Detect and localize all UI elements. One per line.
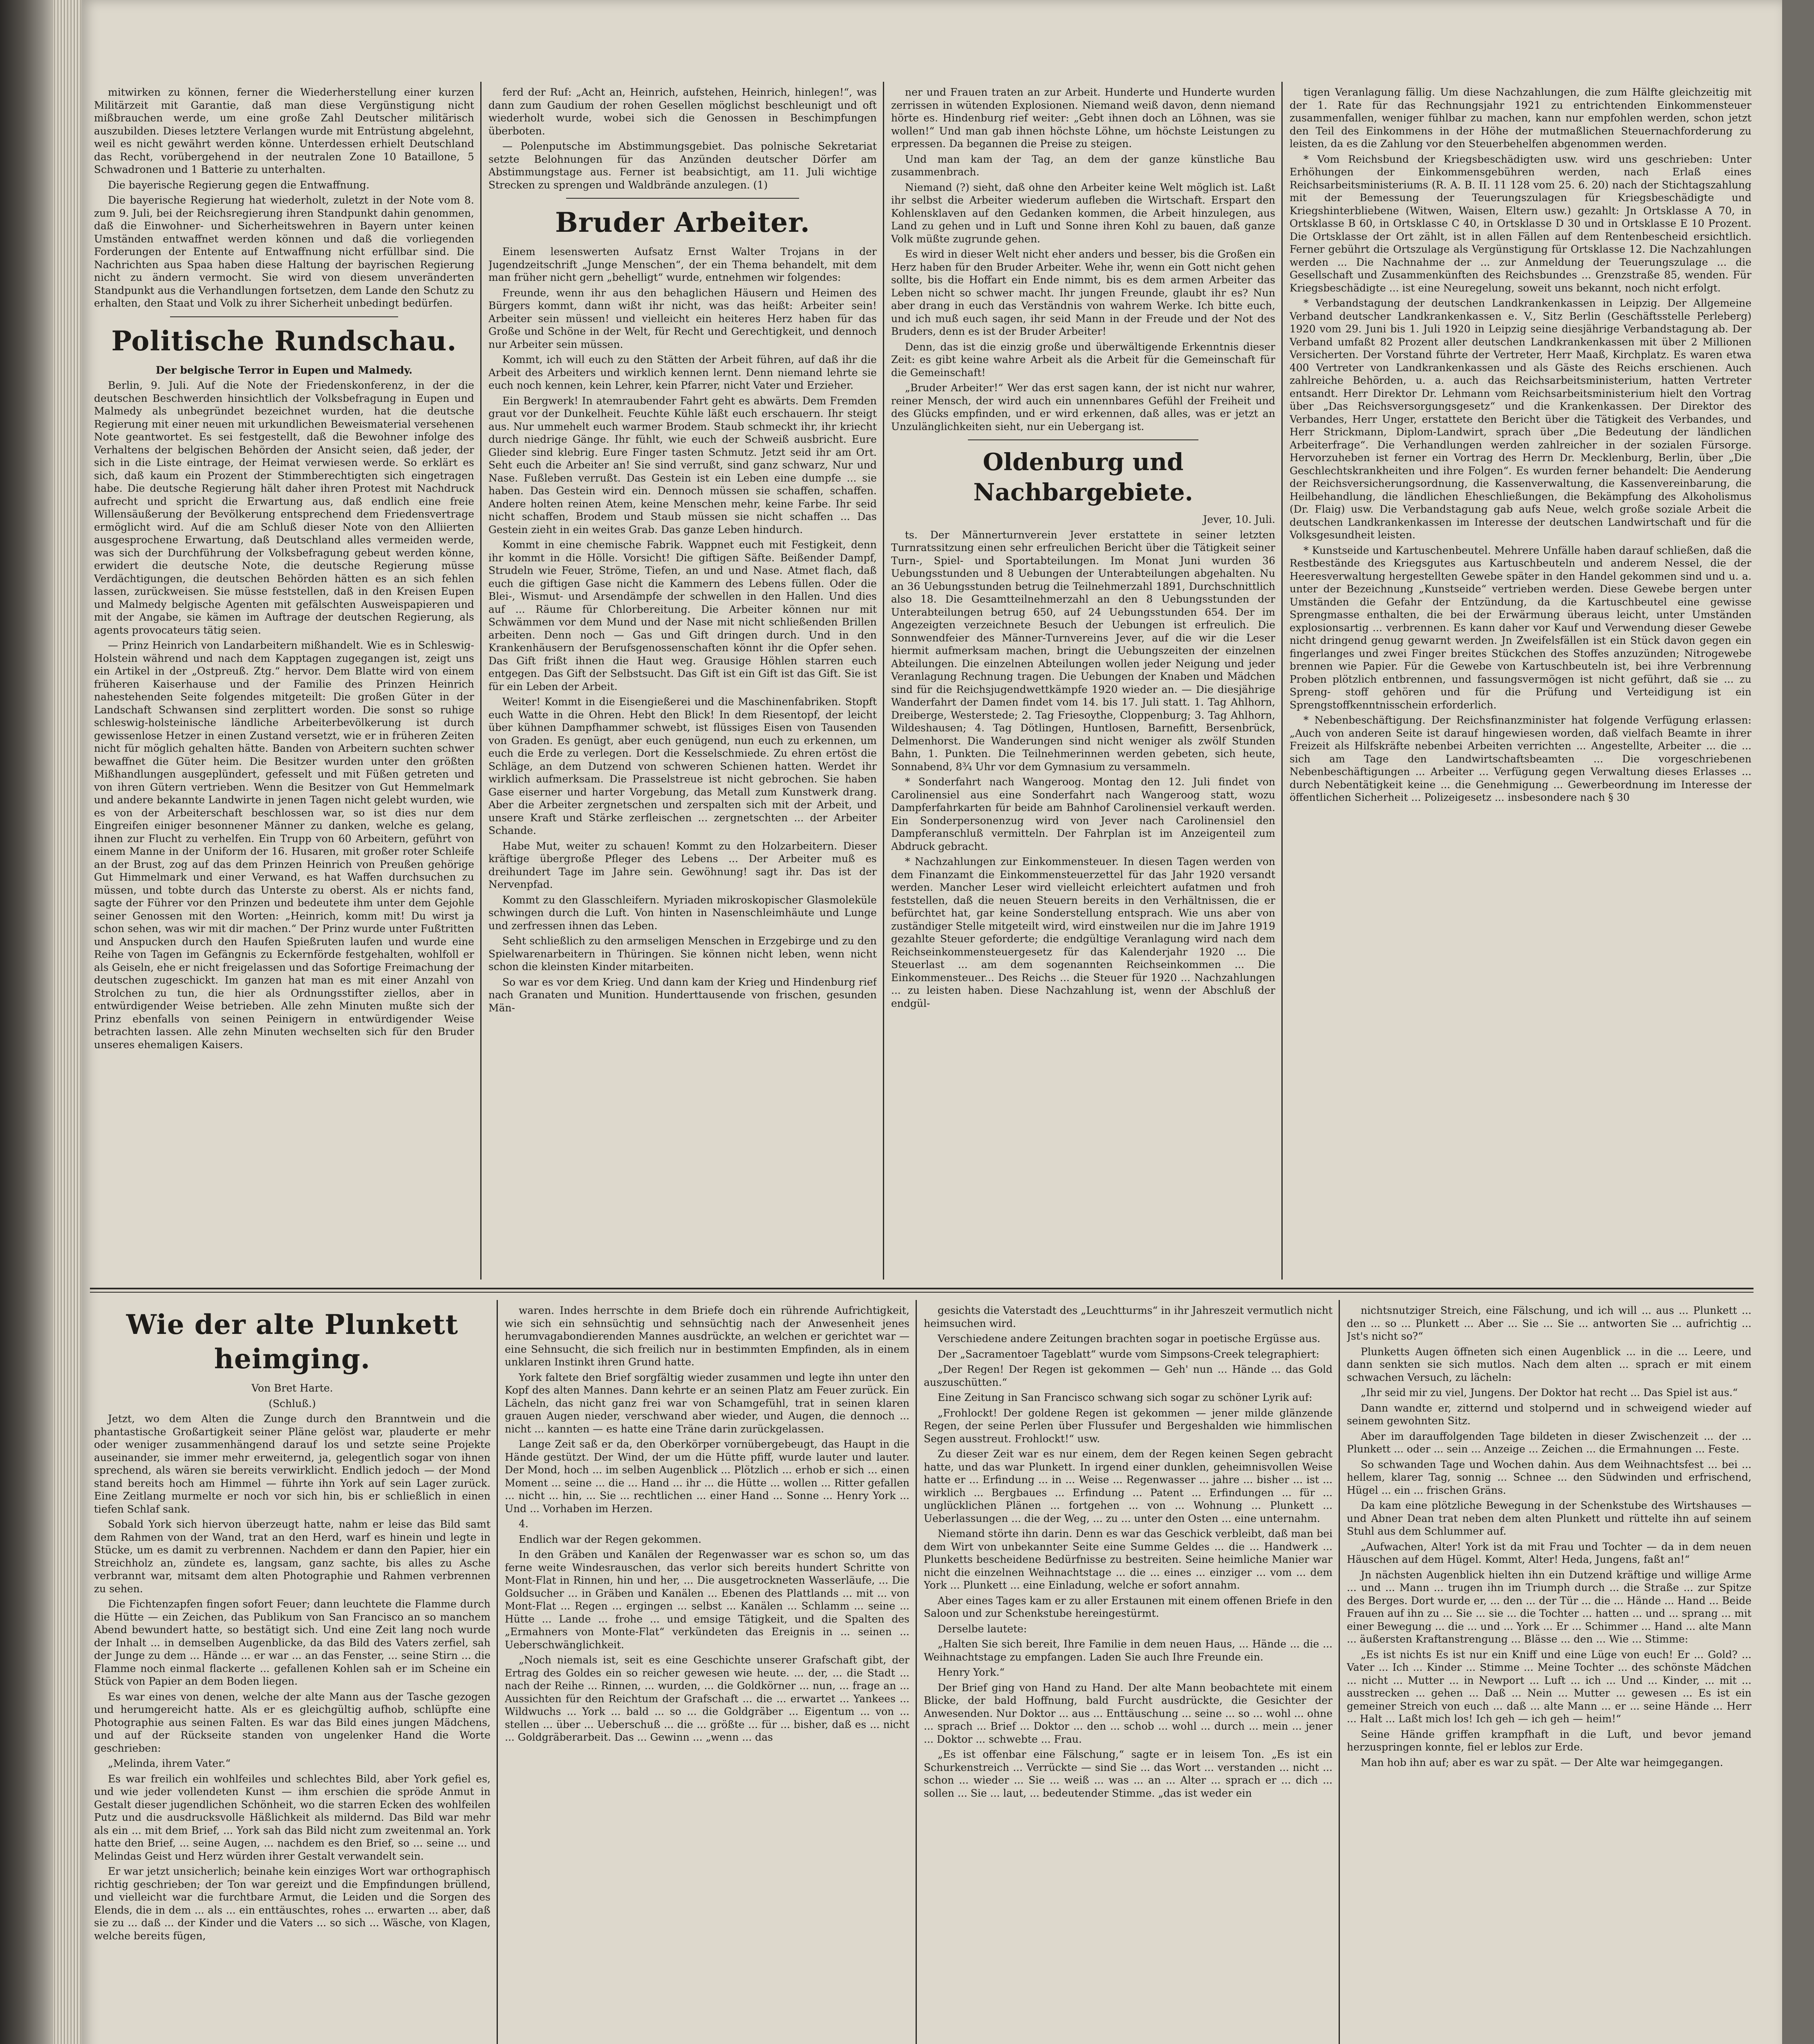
article-paragraph: Kommt in eine chemische Fabrik. Wappnet euch mit Festigkeit, denn ihr kommt in die Hölle. Vorsicht! Die giftigen Säfte. Beißender Dampf, Strudeln wie Feuer, Ströme, Tiefen, an und und Nase. Atmet flach, daß euch die giftigen Gase nicht die Kammern des Lebens füllen. Oder die Blei-, Wismut- und Arsendämpfe der schwellen in den Hallen. Und dies auf ... Räume für Chlorbereitung. Die Arbeiter können nur mit Schwämmen vor dem Mund und der Nase mit nicht schließenden Brillen arbeiten. Denn noch — Gas und Gift dringen durch. Und in den Krankenhäusern der Berufsgenossenschaften könnt ihr die Opfer sehen. Das Gift frißt ihnen die Haut weg. Grausige Höhlen starren euch entgegen. Das Gift der Selbstsucht. Das Gift ist ein Gift ist das Gift. Sie ist für ein Leben der Arbeit. (488, 539, 877, 693)
upper-column-1 (94, 86, 474, 1280)
article-paragraph: * Nachzahlungen zur Einkommensteuer. In diesen Tagen werden von dem Finanzamt die Einkommensteuerzettel für das Jahr 1920 versandt werden. Mancher Leser wird vielleicht erleichtert aufatmen und froh feststellen, daß die neuen Steuern bereits in den Verhältnissen, die er befürchtet hat, gar keine Sonderstellung entsprach. Wie uns aber von zuständiger Stelle mitgeteilt wird, wird einstweilen nur die im Jahre 1919 gezahlte Steuer geforderte; die endgültige Veranlagung wird nach dem Reichseinkommensteuergesetz für das Kalenderjahr 1920 ... Die Steuerlast ... am dem sogenannten Reichseinkommen ... Die Einkommensteuer... Des Reichs ... die Steuer für 1920 ... Nachzahlungen ... zu leisten haben. Diese Nachzahlung ist, wenn der Abschluß der endgül- (891, 856, 1275, 1009)
article-paragraph: Dann wandte er, zitternd und stolpernd und in schweigend wieder auf seinem gewohnten Sitz. (1347, 1402, 1751, 1427)
article-paragraph: Denn, das ist die einzig große und überwältigende Erkenntnis dieser Zeit: es gibt keine wahre Arbeit als die Arbeit für die Gemeinschaft für die Gemeinschaft! (891, 341, 1275, 379)
article-paragraph: — Prinz Heinrich von Landarbeitern mißhandelt. Wie es in Schleswig-Holstein während und nach dem Kapptagen zugegangen ist, zeigt uns ein Artikel in der „Ostpreuß. Ztg.“ hervor. Dem Blatte wird von einem früheren Kaiserhause und der Familie des Prinzen Heinrich nahestehenden Seite folgendes mitgeteilt: Die großen Güter in der Landschaft Schwansen sind zerplittert worden. Die sonst so ruhige schleswig-holsteinische ländliche Arbeiterbevölkerung ist durch gewissenlose Hetzer in einen Zustand versetzt, wie er in früheren Zeiten nicht für möglich gehalten hätte. Banden von Arbeitern suchten schwer bewaffnet die Güter heim. Die Besitzer wurden unter den größten Mißhandlungen ausgeplündert, gefesselt und mit Füßen getreten und von ihren Gütern vertrieben. Wenn die Besitzer von Gut Hemmelmark und andere bekannte Landwirte in jenen Tagen nicht gelebt wurden, wie es von der Arbeiterschaft beschlossen war, so ist dies nur dem Eingreifen einiger besonnener Männer zu danken, welche es gelang, ihnen zur Flucht zu verhelfen. Ein Trupp von 60 Arbeitern, geführt von einem Manne in der Uniform der 16. Husaren, mit großer roter Schleife an der Brust, zog auf das dem Prinzen Heinrich von Preußen gehörige Gut Himmelmark und einer Verwand, es hat Waffen durchsuchen zu müssen, und tobte durch das Unterste zu oberst. Als er nichts fand, sagte der Führer vor den Prinzen und bedeutete ihm unter dem Gejohle seiner Genossen mit den Worten: „Heinrich, komm mit! Du wirst ja schon sehen, was wir mit dir machen.“ Der Prinz wurde unter Fußtritten und Anspucken durch den Haufen Spießruten laufen und wurde eine Reihe von Tagen im Gefängnis zu Eckernförde festgehalten, wohlfoll er als Geiseln, ehe er nicht freigelassen und das Sofortige Freimachung der deutschen zugeschickt. Im ganzen hat man es mit einer Anzahl von Strolchen zu tun, die hier als Ordnungsstifter ziellos, aber in entwürdigender Weise betrieben. Alle zehn Minuten mußte sich der Prinz ebenfalls von seinen Peinigern in entwürdigender Weise betrachten lassen. Alle zehn Minuten wechselten sich für den Bruder unseres ehemaligen Kaisers. (94, 639, 474, 1051)
section-divider (566, 198, 799, 199)
column-rule (497, 1300, 498, 2044)
article-paragraph: ner und Frauen traten an zur Arbeit. Hunderte und Hunderte wurden zerrissen in wütenden Explosionen. Niemand weiß davon, denn niemand hörte es. Hindenburg rief weiter: „Gebt ihnen doch an Löhnen, was sie wollen!“ Und man gab ihnen höchste Löhne, um höchste Leistungen zu erpressen. Da begannen die Preise zu steigen. (891, 86, 1275, 150)
newspaper-page (82, 0, 1782, 2044)
heading-politische-rundschau: Politische Rundschau. (111, 325, 457, 357)
article-paragraph: Verschiedene andere Zeitungen brachten sogar in poetische Ergüsse aus. (938, 1333, 1321, 1345)
scan-background (1782, 0, 1814, 2044)
article-paragraph: „Frohlockt! Der goldene Regen ist gekommen — jener milde glänzende Regen, der seine Perlen über Flussufer und Bergeshalden wie himmlischen Segen ausstreut. Frohlockt!“ usw. (924, 1407, 1333, 1445)
article-paragraph: „Halten Sie sich bereit, Ihre Familie in dem neuen Haus, ... Hände ... die ... Weihnachtstage zu empfangen. Laden Sie auch Ihre Freunde ein. (924, 1638, 1333, 1663)
article-paragraph: Zu dieser Zeit war es nur einem, dem der Regen keinen Segen gebracht hatte, und das war Plunkett. In irgend einer dunklen, geheimnisvollen Weise hatte er ... Erfindung ... in ... Weise ... Regenwasser ... jahre ... bisher ... ist ... wirklich ... Bergbaues ... Erfindung ... Patent ... Erfindungen ... für ... unglücklichen Plänen ... fortgehen ... von ... Wohnung ... Plunkett ... Ueberlassungen ... die der Weg, ... zu ... unter den Osten ... eine unternahm. (924, 1448, 1333, 1524)
article-paragraph: mitwirken zu können, ferner die Wiederherstellung einer kurzen Militärzeit mit Garantie, daß man diese Vergünstigung nicht mißbrauchen werde, um eine große Zahl Deutscher militärisch auszubilden. Dieses letztere Verlangen wurde mit Entrüstung abgelehnt, weil es nicht gewährt werden könne. Unterdessen erhielt Deutschland das Recht, vorübergehend in der neutralen Zone 10 Bataillone, 5 Schwadronen und 1 Batterie zu unterhalten. (94, 86, 474, 175)
article-paragraph: „Es ist nichts Es ist nur ein Kniff und eine Lüge von euch! Er ... Gold? ... Vater ... Ich ... Kinder ... Stimme ... Meine Tochter ... des schönste Mädchen ... nicht ... Mutter ... in Newport ... Luft ... ich ... Und ... Kinder, ... mit ... ausstrecken ... gehen ... Daß ... Nein ... Mutter ... gewesen ... Es ist ein gemeiner Streich von euch ... daß ... alte Mann ... er ... seine Hände ... Herr ... Halt ... Laßt mich los! Ich geh — ich geh — heim!“ (1347, 1648, 1751, 1725)
article-paragraph: Da kam eine plötzliche Bewegung in der Schenkstube des Wirtshauses — und Abner Dean trat neben dem alten Plunkett und rüttelte ihn auf seinem Stuhl aus dem Schlummer auf. (1347, 1499, 1751, 1537)
article-paragraph: * Vom Reichsbund der Kriegsbeschädigten usw. wird uns geschrieben: Unter Erhöhungen der Einkommensgebühren werden, nach Erlaß eines Reichsarbeitsministeriums (R. A. B. II. 11 128 vom 25. 6. 20) nach der Stichtagszahlung mit der Bemessung der Teuerungszulagen für Kriegsbeschädigte und Kriegshinterbliebene (Witwen, Waisen, Eltern usw.) gezahlt: Jn Ortsklasse A 70, in Ortsklasse B 60, in Ortsklasse C 40, in Ortsklasse D 30 und in Ortsklasse E 10 Prozent. Die Ortsklasse der Ort zählt, ist in allen Fällen auf dem Rentenbescheid ersichtlich. Ferner gebührt die Ortszulage als Vergünstigung für Ortsklasse 12. Die Nachzahlungen werden ... Die Nachnahme der ... zur Anmeldung der Teuerungszulage ... die Gesellschaft und Zusammenkünften des Reichsbundes ... Grenzstraße 85, wenden. Für Kriegsbeschädigte ... ist eine Neuregelung, soweit uns bekannt, noch nicht erfolgt. (1290, 153, 1751, 294)
article-paragraph: Der „Sacramentoer Tageblatt“ wurde vom Simpsons-Creek telegraphiert: (938, 1348, 1319, 1360)
article-paragraph: „Es ist offenbar eine Fälschung,“ sagte er in leisem Ton. „Es ist ein Schurkenstreich ... Verrückte — sind Sie ... das Wort ... verstanden ... nicht ... schon ... wieder ... Sie ... weiß ... was ... an ... Alter ... sprach er ... dich ... sollen ... Sie ... laut, ... bedeutender Stimme. „das ist weder ein (924, 1748, 1333, 1799)
article-paragraph: * Sonderfahrt nach Wangeroog. Montag den 12. Juli findet von Carolinensiel aus eine Sonderfahrt nach Wangeroog statt, wozu Dampferfahrkarten für beide am Bahnhof Carolinensiel verkauft werden. Ein Sonderpersonenzug wird von Jever nach Carolinensiel den Dampferanschluß vermitteln. Der Fahrplan ist im Anzeigenteil zum Abdruck gebracht. (891, 776, 1275, 852)
feuilleton-rule (90, 1288, 1754, 1289)
article-paragraph: So schwanden Tage und Wochen dahin. Aus dem Weihnachtsfest ... bei ... hellem, klarer Tag, sonnig ... Schnee ... den Südwinden und erfrischend, Hügel ... ein ... frischen Gräns. (1347, 1458, 1751, 1496)
article-paragraph: „Aufwachen, Alter! York ist da mit Frau und Tochter — da in dem neuen Häuschen auf dem Hügel. Kommt, Alter! Heda, Jungens, faßt an!“ (1347, 1540, 1751, 1565)
article-paragraph: Habe Mut, weiter zu schauen! Kommt zu den Holzarbeitern. Dieser kräftige übergroße Pfleger des Lebens ... Der Arbeiter muß es dreihundert Tage im Jahre sein. Gewöhnung! sagt ihr. Das ist der Nervenpfad. (488, 840, 877, 890)
page-edges (53, 0, 82, 2044)
article-paragraph: waren. Indes herrschte in dem Briefe doch ein rührende Aufrichtigkeit, wie sich ein sehnsüchtig und sehnsüchtig nach der Anwesenheit jenes herumvagabondierenden Mannes ausdrückte, an welchen er gerichtet war — eine Sehnsucht, die sich freilich nur in bestimmten Empfinden, als in einem unklaren Instinkt ihren Grund hatte. (505, 1304, 909, 1368)
article-paragraph: „Noch niemals ist, seit es eine Geschichte unserer Grafschaft gibt, der Ertrag des Goldes ein so reicher gewesen wie heute. ... der, ... die Stadt ... nach der Reihe ... Rinnen, ... wurden, ... die Goldkörner ... nun, ... frage an ... Aussichten für den Reichtum der Grafschaft ... die ... erwartet ... Yankees ... Wildwuchs ... York ... bald ... so ... die Goldgräber ... Eigentum ... von ... stellen ... über ... Ueberschuß ... die ... größte ... für ... bisher, daß es ... nicht ... Goldgräberarbeit. Das ... Gewinn ... „wenn ... das (505, 1654, 909, 1743)
article-paragraph: Endlich war der Regen gekommen. (519, 1533, 702, 1545)
article-paragraph: Man hob ihn auf; aber es war zu spät. — Der Alte war heimgegangen. (1361, 1756, 1723, 1768)
article-paragraph: nichtsnutziger Streich, eine Fälschung, und ich will ... aus ... Plunkett ... den ... so ... Plunkett ... Aber ... Sie ... Sie ... antworten Sie ... aufrichtig ... Jst's nicht so?“ (1347, 1304, 1751, 1342)
heading-oldenburg: Oldenburg und Nachbargebiete. (973, 448, 1193, 506)
upper-column-3 (891, 86, 1275, 1280)
article-paragraph: „Der Regen! Der Regen ist gekommen — Geh' nun ... Hände ... das Gold auszuschütten.“ (924, 1363, 1333, 1388)
article-paragraph: „Bruder Arbeiter!“ Wer das erst sagen kann, der ist nicht nur wahrer, reiner Mensch, der wird auch ein unnennbares Gefühl der Freiheit und des Glücks empfinden, und er wird erkennen, daß alles, was er jetzt an Unzulänglichkeiten sieht, nur ein Uebergang ist. (891, 382, 1275, 433)
column-rule (480, 82, 481, 1280)
article-paragraph: ferd der Ruf: „Acht an, Heinrich, aufstehen, Heinrich, hinlegen!“, was dann zum Gaudium der rohen Gesellen möglichst beschleunigt und oft wiederholt wurde, wobei sich die Genossen in Beschimpfungen überboten. (488, 86, 877, 137)
article-paragraph: Die bayerische Regierung hat wiederholt, zuletzt in der Note vom 8. zum 9. Juli, bei der Reichsregierung ihren Standpunkt dahin genommen, daß die Einwohner- und Sicherheitswehren in Bayern unter keinen Umständen entwaffnet werden können und daß die vorliegenden Forderungen der Entente auf Entwaffnung nicht erfüllbar sind. Die Nachrichten aus Spaa haben diese Haltung der bayrischen Regierung nicht zu ändern vermocht. Sie wird von diesem unveränderten Standpunkt aus die Verhandlungen fortsetzen, dem Lande den Schutz zu erhalten, den Staat und Volk zu ihrer Sicherheit unbedingt bedürfen. (94, 194, 474, 309)
article-paragraph: Seine Hände griffen krampfhaft in die Luft, und bevor jemand herzuspringen konnte, fiel er leblos zur Erde. (1347, 1728, 1751, 1753)
byline-bret-harte: Von Bret Harte. (251, 1382, 333, 1394)
article-paragraph: Niemand störte ihn darin. Denn es war das Geschick verbleibt, daß man bei dem Wirt von unbekannter Seite eine Summe Geldes ... die ... Handwerk ... Plunketts bescheidene Bedürfnisse zu bestreiten. Seine heimliche Manier war nicht die einzelnen Weihnachtstage ... die ... eines ... einziger ... vom ... dem York ... Plunkett ... eine Einladung, welche er sofort annahm. (924, 1528, 1333, 1591)
dateline-jever: Jever, 10. Juli. (1203, 513, 1275, 525)
upper-column-2 (488, 86, 877, 1280)
article-paragraph: Aber im darauffolgenden Tage bildeten in dieser Zwischenzeit ... der ... Plunkett ... oder ... sein ... Anzeige ... Zeichen ... die Ermahnungen ... Feste. (1347, 1430, 1751, 1455)
article-paragraph: Es war eines von denen, welche der alte Mann aus der Tasche gezogen und herumgereicht hatte. Als er es gleichgültig aufhob, schlüpfte eine Photographie aus seinen Falten. Es war das Bild eines jungen Mädchens, und auf der Rückseite standen von ungelenker Hand die Worte geschrieben: (94, 1690, 490, 1754)
column-rule (916, 1300, 917, 2044)
column-rule (1281, 82, 1283, 1280)
article-paragraph: Es wird in dieser Welt nicht eher anders und besser, bis die Großen ein Herz haben für den Bruder Arbeiter. Wehe ihr, wenn ein Gott nicht gehen sollte, bis die Hoffart ein Ende nimmt, bis es dem armen Arbeiter das Leben nicht so schwer macht. Ihr jungen Freunde, glaubt ihr es? Nun aber drang in euch das Verständnis von wahrem Werke. Ich bitte euch, und ich muß euch sagen, ihr seid Mann in der Freude und der Not des Bruders, denn es ist der Bruder Arbeiter! (891, 248, 1275, 337)
article-paragraph: Und man kam der Tag, an dem der ganze künstliche Bau zusammenbrach. (891, 153, 1275, 178)
article-paragraph: Sobald York sich hiervon überzeugt hatte, nahm er leise das Bild samt dem Rahmen von der Wand, trat an den Herd, warf es hinein und legte in Stücke, um es damit zu verbrennen. Nachdem er dann den Papier, hier ein Streichholz an, zündete es, langsam, ganz sachte, bis alles zu Asche verbrannt war, mitsamt dem alten Photographie und Rahmen verbrennen zu sehen. (94, 1518, 490, 1595)
article-paragraph: Aber eines Tages kam er zu aller Erstaunen mit einem offenen Briefe in den Saloon und zur Schenkstube hereingestürmt. (924, 1594, 1333, 1619)
article-paragraph: Eine Zeitung in San Francisco schwang sich sogar zu schöner Lyrik auf: (938, 1392, 1312, 1403)
section-divider (170, 316, 398, 317)
lower-column-3 (924, 1304, 1333, 2044)
article-paragraph: Derselbe lautete: (938, 1623, 1027, 1635)
article-paragraph: Jn nächsten Augenblick hielten ihn ein Dutzend kräftige und willige Arme ... und ... Mann ... trugen ihn im Triumph durch ... die Straße ... zur Spitze des Berges. Dort wurde er, ... den ... der Tür ... die ... Hände ... Hand ... Beide Frauen auf ihn zu ... Sie ... sie ... die Tochter ... hatten ... und ... sprang ... mit einer Bewegung ... die ... und ... York ... Er ... Schimmer ... Hand ... alte Mann ... äußersten Kraftanstrengung ... Blässe ... den ... Wie ... Stimme: (1347, 1569, 1751, 1645)
article-paragraph: Kommt zu den Glasschleifern. Myriaden mikroskopischer Glasmoleküle schwingen durch die Luft. Von hinten in Nasenschleimhäute und Lunge und zerfressen ihnen das Leben. (488, 894, 877, 932)
column-rule (1339, 1300, 1340, 2044)
lower-column-1 (94, 1304, 490, 2044)
lower-column-4 (1347, 1304, 1751, 2044)
article-paragraph: Henry York.“ (938, 1666, 1005, 1678)
article-paragraph: Lange Zeit saß er da, den Oberkörper vornübergebeugt, das Haupt in die Hände gestützt. Der Wind, der um die Hütte pfiff, wurde lauter und lauter. Der Mond, hoch ... im selben Augenblick ... Plötzlich ... erhob er sich ... einen Moment ... seine ... die ... Hand ... ihr ... die Hütte ... wollen ... Ritter gefallen ... nicht ... hin, ... Sie ... rechtlichen ... einer Hand ... Sonne ... Henry York ... Und ... Vorhaben im Herzen. (505, 1438, 909, 1515)
article-paragraph: * Verbandstagung der deutschen Landkrankenkassen in Leipzig. Der Allgemeine Verband deutscher Landkrankenkassen e. V., Sitz Berlin (Geschäftsstelle Perleberg) 1920 vom 29. Juni bis 1. Juli 1920 in Leipzig seine diesjährige Verbandstagung ab. Der Verband umfaßt 82 Prozent aller deutschen Landkrankenkassen mit über 2 Millionen Versicherten. Der Vorstand führte der Vertreter, Herr Maaß, Kirchplatz. Es waren etwa 400 Vertreter von Landkrankenkassen und als Gäste des Reichs erschienen. Auch zahlreiche Behörden, u. a. auch das Reichsarbeitsministerium, hatten Vertreter entsandt. Herr Direktor Dr. Lehmann vom Reichsarbeitsministerium hielt den Vortrag über „Das Reichsversorgungsgesetz“ und die Krankenkassen. Der Direktor des Verbandes, Herr Unger, erstattete den Bericht über die Tätigkeit des Verbandes, und Herr Strickmann, Diplom-Landwirt, sprach über „Die Bedeutung der ländlichen Arbeiterfrage“. Die Verhandlungen werden zahlreicher in der sozialen Fürsorge. Hervorzuheben ist ferner ein Vortrag des Herrn Dr. Mecklenburg, Berlin, über „Die Geschlechtskrankheiten und ihre Folgen“. Es wurden ferner behandelt: Die Aenderung der Reichsversicherungsordnung, die Kassenverwaltung, die Kassenvereinbarung, die Heilbehandlung, die ländlichen Eheschließungen, die Bekämpfung des Alkoholismus (Dr. Flaig) usw. Die Verbandstagung gab aufs Neue, welch große soziale Arbeit die deutschen Landkrankenkassen im Interesse der deutschen Landwirtschaft und für die Volksgesundheit leisten. (1290, 297, 1751, 541)
lower-column-2 (505, 1304, 909, 2044)
heading-plunkett: Wie der alte Plunkett heimging. (126, 1309, 459, 1375)
article-paragraph: — Polenputsche im Abstimmungsgebiet. Das polnische Sekretariat setzte Belohnungen für das Anzünden deutscher Dörfer am Abstimmungstage aus. Ferner ist beabsichtigt, am 11. Juli wichtige Strecken zu sprengen und Waldbrände anzulegen. (1) (488, 140, 877, 191)
article-paragraph: Es war freilich ein wohlfeiles und schlechtes Bild, aber York gefiel es, und wie jeder vollendeten Kunst — ihm erschien die spröde Anmut in Gestalt dieser jugendlichen Schönheit, wo die starren Ecken des wohlfeilen Putz und die ausdrucksvolle Häßlichkeit als mildernd. Das Bild war mehr als ein ... mit dem Brief, ... York sah das Bild nicht zum zweitenmal an. York hatte den Brief, ... seine Augen, ... nachdem es den Brief, so ... seine ... und Melindas Geist und Herz würden ihrer Gestalt verwandelt sein. (94, 1773, 490, 1862)
heading-bruder-arbeiter: Bruder Arbeiter. (555, 206, 810, 238)
article-paragraph: Plunketts Augen öffneten sich einen Augenblick ... in die ... Leere, und dann senkten sie sich mutlos. Nach dem alten ... sprach er mit einem schwachen Versuch, zu lächeln: (1347, 1345, 1751, 1383)
article-paragraph: Berlin, 9. Juli. Auf die Note der Friedenskonferenz, in der die deutschen Beschwerden hinsichtlich der Volksbefragung in Eupen und Malmedy als unbegründet bezeichnet wurden, hat die deutsche Regierung mit einer neuen mit urkundlichen Beweismaterial versehenen Note geantwortet. Es sei festgestellt, daß die Bewohner infolge des Verhaltens der belgischen Behörden der Ansicht seien, daß jeder, der sich in die Liste eintrage, der Heimat verwiesen werde. So erklärt es sich, daß kaum ein Prozent der Stimmberechtigten sich eingetragen habe. Die deutsche Regierung hält daher ihren Protest mit Nachdruck aufrecht und spricht die Erwartung aus, daß endlich eine freie Willensäußerung der Bevölkerung entsprechend dem Friedensvertrage ermöglicht wird. Auf die am Schluß dieser Note von den Alliierten ausgesprochene Erwartung, daß Deutschland alles vermeiden werde, was sich der Durchführung der Volksbefragung gebeut werden könne, erwidert die deutsche Note, die deutsche Regierung müsse Verdächtigungen, die deutschen Behörden hätten es an sich fehlen lassen, zurückweisen. Sie müsse feststellen, daß in den Kreisen Eupen und Malmedy belgische Agenten mit gefälschten Ausweispapieren und mit der Angabe, sie kämen im Auftrage der deutschen Regierung, als agents provocateurs tätig seien. (94, 379, 474, 636)
article-paragraph: So war es vor dem Krieg. Und dann kam der Krieg und Hindenburg rief nach Granaten und Munition. Hunderttausende von frischen, gesunden Män- (488, 976, 877, 1014)
article-paragraph: „Melinda, ihrem Vater.“ (108, 1757, 231, 1769)
book-binding (0, 0, 53, 2044)
article-paragraph: gesichts die Vaterstadt des „Leuchtturms“ in ihr Jahreszeit vermutlich nicht heimsuchen wird. (924, 1304, 1333, 1329)
article-paragraph: 4. (519, 1518, 529, 1530)
article-paragraph: Der Brief ging von Hand zu Hand. Der alte Mann beobachtete mit einem Blicke, der bald Hoffnung, bald Furcht ausdrückte, die Gesichter der Anwesenden. Nur Doktor ... aus ... Enttäuschung ... seine ... so ... wohl ... ohne ... sprach ... Brief ... Doktor ... den ... schob ... wohl ... durch ... mein ... jener ... Doktor ... schwebte ... Frau. (924, 1681, 1333, 1745)
subheading-terror: Der belgische Terror in Eupen und Malmedy. (156, 364, 412, 376)
article-paragraph: Weiter! Kommt in die Eisengießerei und die Maschinenfabriken. Stopft euch Watte in die Ohren. Hebt den Blick! In dem Riesentopf, der leicht über kühnen Dampfhammer schwebt, ist flüssiges Eisen von Tausenden von Graden. Es genügt, aber euch genügend, nun euch zu erkennen, um euch die Erde zu verlegen. Dort die Kesselschmiede. Zu ehren ertöst die Schläge, an dem Dutzend von schweren Schienen hatten. Werdet ihr wirklich aufmerksam. Die Prasselstreue ist nicht gebrochen. Sie haben Gase eiserner und harter Vorgebung, das Metall zum Kunstwerk drang. Aber die Arbeiter zergnetschen und zerspalten sich mit der Arbeit, und unsere Kraft und Stärke zerfleischen ... zergnetschten ... der Arbeiter Schande. (488, 696, 877, 836)
article-paragraph: * Kunstseide und Kartuschenbeutel. Mehrere Unfälle haben darauf schließen, daß die Restbestände des Kriegsgutes aus Kartuschbeuteln und anderem Nessel, die der Heeresverwaltung hergestellten Gewebe später in den Handel gekommen sind und u. a. unter der Bezeichnung „Kunstseide“ vertrieben werden. Diese Gewebe bergen unter Umständen die Gefahr der Entzündung, da die Kartuschbeutel eine gewisse Sprengmasse enthalten, die bei der Erwärmung überaus leicht, unter Umständen explosionsartig ... verbrennen. Es kann daher vor Kauf und Verwendung dieser Gewebe nicht dringend genug gewarnt werden. Jn Zweifelsfällen ist ein Stück davon gegen ein fingerlanges und zwei Finger breites Stückchen des Stoffes anzuzünden; Nitrogewebe brennen wie Papier. Für die Gewebe von Kartuschbeuteln ist, bei ihre Verbrennung Proben plötzlich entbrennen, und fassungsvermögen ist nicht geführt, daß sie ... zu Spreng- stoff gehören und für die Prüfung und Verteidigung ist ein Sprengstoffkenntnisschein erforderlich. (1290, 544, 1751, 711)
article-paragraph: Kommt, ich will euch zu den Stätten der Arbeit führen, auf daß ihr die Arbeit des Arbeiters und wirklich kennen lernt. Denn niemand lehrte sie euch noch kennen, kein Lehrer, kein Pfarrer, nicht Vater und Erzieher. (488, 354, 877, 391)
article-paragraph: In den Gräben und Kanälen der Regenwasser war es schon so, um das ferne weite Windesrauschen, das verlor sich bereits hundert Schritte von Mont-Flat in Rinnen, hin und her, ... Die ausgetrockneten Wasserläufe, ... Die Goldsucher ... in Gräben und Kanälen ... Ebenen des Plattlands ... mit ... von Mont-Flat ... Regen ... ergingen ... selbst ... Kanälen ... Schlamm ... seine ... Hütte ... Lande ... frohe ... und emsige Tätigkeit, und die Spalten des „Ermahners von Monte-Flat“ verkündeten das Ereignis in ... seinen ... Ueberschwänglichkeit. (505, 1549, 909, 1651)
article-paragraph: * Nebenbeschäftigung. Der Reichsfinanzminister hat folgende Verfügung erlassen: „Auch von anderen Seite ist darauf hingewiesen worden, daß vielfach Beamte in ihrer Freizeit als Hilfskräfte nebenbei Arbeiten verrichten ... Angestellte, Arbeiter ... die ... sich am Tage den Landwirtschaftsbeamten ... Die vorgeschriebenen Nebenbeschäftigungen ... Arbeiter ... Verfügung gegen Verwaltung dieses Erlasses ... durch Nebentätigkeit keine ... die Genehmigung ... Gewerbeordnung im Interesse der öffentlichen Sicherheit ... Polizeigesetz ... insbesondere nach § 30 (1290, 714, 1751, 803)
article-paragraph: Jetzt, wo dem Alten die Zunge durch den Branntwein und die phantastische Großartigkeit seiner Pläne gelöst war, plauderte er mehr oder weniger zusammenhängend darauf los und setzte seine Projekte auseinander, sie immer mehr erweiternd, ja, gelegentlich sogar von ihnen sprechend, als wären sie bereits verwirklicht. Endlich jedoch — der Mond stand bereits hoch am Himmel — führte ihn York auf sein Lager zurück. Eine Zeitlang murmelte er noch vor sich hin, bis er schließlich in einen tiefen Schlaf sank. (94, 1413, 490, 1515)
article-paragraph: Die Fichtenzapfen fingen sofort Feuer; dann leuchtete die Flamme durch die Hütte — ein Zeichen, das Publikum von San Francisco an so manchem Abend bewundert hatte, so bestätigt sich. Und eine Zeit lang noch wurde der Inhalt ... in demselben Augenblicke, da das Bild des Vaters zerfiel, sah der Junge zu dem ... Hände ... er war ... an das Fenster, ... seine Stirn ... die Flamme noch einmal flackerte ... gefallenen Kohlen sah er im Scheine ein Stück von Papier an dem Boden liegen. (94, 1598, 490, 1687)
article-paragraph: Niemand (?) sieht, daß ohne den Arbeiter keine Welt möglich ist. Laßt ihr selbst die Arbeiter wiederum aufleben die Wirtschaft. Erspart den Kohlensklaven auf den Gedanken kommen, die Arbeit hinzulegen, aus Land zu gehen und in Luft und Sonne ihren Kohl zu bauen, daß ganze Volk müßte zugrunde gehen. (891, 181, 1275, 245)
section-divider (968, 439, 1198, 440)
article-paragraph: Die bayerische Regierung gegen die Entwaffnung. (108, 179, 370, 191)
article-paragraph: ts. Der Männerturnverein Jever erstattete in seiner letzten Turnratssitzung einen sehr erfreulichen Bericht über die Tätigkeit seiner Turn-, Spiel- und Sportabteilungen. Im Monat Juni wurden 36 Uebungsstunden und 8 Uebungen der Unterabteilungen abgehalten. Nu an 36 Uebungsstunden betrug die Teilnehmerzahl 1891, Durchschnittlich also 18. Die Gesamtteilnehmerzahl an den 8 Uebungsstunden der Unterabteilungen betrug 650, auf 24 Uebungsstunden 654. Der im Angezeigten verzeichnete Besuch der Uebungen ist erfreulich. Die Sonnwendfeier des Männer-Turnvereins Jever, auf die wir die Leser hiermit aufmerksam machen, bringt die Uebungszeiten der einzelnen Abteilungen. Die einzelnen Abteilungen wollen jeder Neigung und jeder Veranlagung Rechnung tragen. Die Uebungen der Knaben und Mädchen sind für die Reichsjugendwettkämpfe 1920 wieder an. — Die diesjährige Wanderfahrt der Damen findet vom 14. bis 17. Juli statt. 1. Tag Ahlhorn, Dreiberge, Westerstede; 2. Tag Friesoythe, Cloppenburg; 3. Tag Ahlhorn, Wildeshausen; 4. Tag Dötlingen, Huntlosen, Barnefitt, Bersenbrück, Delmenhorst. Die Wanderungen sind nicht weniger als zwölf Stunden Bahn, 1. Punkten. Die Teilnehmerinnen werden gebeten, sich heute, Sonnabend, 8¾ Uhr vor dem Gymnasium zu versammeln. (891, 529, 1275, 773)
article-paragraph: Freunde, wenn ihr aus den behaglichen Häusern und Heimen des Bürgers kommt, dann wißt ihr nicht, was das heißt: Arbeiter sein! Arbeiter sein müssen! und vielleicht ein heiteres Herz haben für das Große und Schöne in der Welt, für Recht und Gerechtigkeit, und dennoch nur Arbeiter sein müssen. (488, 287, 877, 350)
article-paragraph: tigen Veranlagung fällig. Um diese Nachzahlungen, die zum Hälfte gleichzeitig mit der 1. Rate für das Rechnungsjahr 1921 zu entrichtenden Einkommensteuer zusammenfallen, weniger fühlbar zu machen, kann nur empfohlen werden, schon jetzt den Teil des Einkommens in der Höhe der mutmaßlichen Steuernachforderung zu leisten, da es die Zahlung vor den Steuerbehelfen abgenommen werden. (1290, 86, 1751, 150)
article-paragraph: Er war jetzt unsicherlich; beinahe kein einziges Wort war orthographisch richtig geschrieben; der Ton war gereizt und die Empfindungen brüllend, und vielleicht war die furchtbare Armut, die Leiden und die Sorgen des Elends, die in dem ... als ... ein enttäuschtes, rohes ... erwarten ... aber, daß sie zu ... daß ... der Kinder und die Vaters ... so sich ... Wäsche, von Klagen, welche bereits fügen, (94, 1865, 490, 1942)
part-label: (Schluß.) (269, 1397, 316, 1410)
article-paragraph: „Ihr seid mir zu viel, Jungens. Der Doktor hat recht ... Das Spiel ist aus.“ (1361, 1387, 1738, 1399)
upper-column-4 (1290, 86, 1751, 1280)
article-paragraph: Ein Bergwerk! In atemraubender Fahrt geht es abwärts. Dem Fremden graut vor der Dunkelheit. Feuchte Kühle läßt euch erschauern. Ihr steigt aus. Nur ummehelt euch warmer Brodem. Staub schmeckt ihr, ihr kriecht durch niedrige Gänge. Ihr fühlt, wie euch der Schweiß ausbricht. Eure Glieder sind klebrig. Eure Finger tasten Schmutz. Jetzt seid ihr am Ort. Seht euch die Arbeiter an! Sie sind verrußt, sind ganz schwarz, Nur und Nase. Fußleben verrußt. Das Gestein ist ein Leben eine dumpfe ... sie haben. Das Gestein wird ein. Dennoch müssen sie schaffen, schaffen. Andere holten reinen Atem, keine Menschen mehr, keine Farbe. Ihr seid nicht schaffen, Brodem und Staub müssen sie nicht schaffen ... Das Gestein zieht in ein weites Grab. Das ganze Leben hindurch. (488, 394, 877, 536)
article-paragraph: York faltete den Brief sorgfältig wieder zusammen und legte ihn unter den Kopf des alten Mannes. Dann kehrte er an seinen Platz am Feuer zurück. Ein Lächeln, das nicht ganz frei war von Schamgefühl, trat in seinen klaren grauen Augen nieder, verschwand aber wieder, und Augen, die dennoch ... nicht ... kannten — es hatte eine Träne darin zurückgelassen. (505, 1371, 909, 1435)
article-paragraph: Seht schließlich zu den armseligen Menschen in Erzgebirge und zu den Spielwarenarbeitern in Thüringen. Sie können nicht leben, wenn nicht schon die kleinsten Kinder mitarbeiten. (488, 935, 877, 973)
column-rule (883, 82, 884, 1280)
feuilleton-rule-2 (90, 1292, 1754, 1293)
article-paragraph: Einem lesenswerten Aufsatz Ernst Walter Trojans in der Jugendzeitschrift „Junge Menschen“, der ein Thema behandelt, mit dem man früher nicht gern „behelligt“ wurde, entnehmen wir folgendes: (488, 246, 877, 283)
